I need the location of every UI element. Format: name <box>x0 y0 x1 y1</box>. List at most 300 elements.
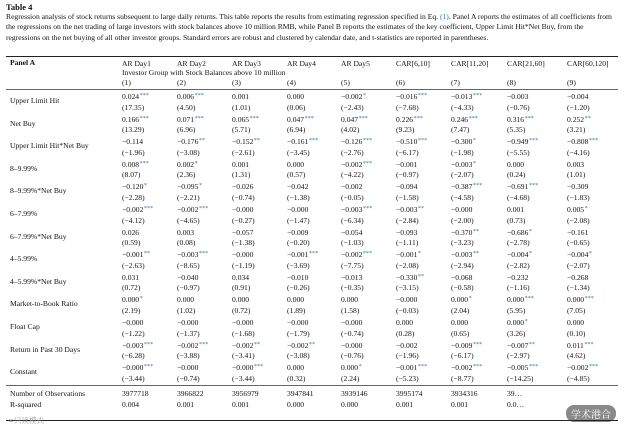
t-statistic-cell: (0.06) <box>287 102 306 112</box>
significance-stars: *** <box>468 114 478 122</box>
coefficient-cell <box>177 205 208 214</box>
coefficient-cell <box>567 341 594 350</box>
coefficient-cell <box>122 341 153 350</box>
coefficient-value: 0.047 <box>341 114 359 124</box>
significance-stars: *** <box>524 114 534 122</box>
coefficient-cell <box>287 318 309 327</box>
coefficient-value: −0.300 <box>451 137 473 147</box>
coefficient-value: 0.000 <box>396 318 414 327</box>
coefficient-cell <box>232 318 254 327</box>
coefficient-value: −0.004 <box>567 250 589 260</box>
coefficient-value: −0.000 <box>122 363 144 373</box>
coefficient-value: −0.002 <box>287 340 309 350</box>
t-statistic-cell: (4.50) <box>177 102 196 112</box>
coefficient-cell <box>177 137 205 146</box>
coefficient-value: −0.026 <box>232 182 254 192</box>
coefficient-value: −0.161 <box>287 137 309 147</box>
t-statistic-cell: (−0.74) <box>232 192 255 202</box>
coefficient-value: −0.002 <box>177 205 199 214</box>
t-statistic-cell: (−0.20) <box>287 238 310 248</box>
t-statistic-cell: (−0.97) <box>177 283 200 293</box>
t-statistic-cell: (0.72) <box>232 305 251 315</box>
coefficient-value: −0.004 <box>567 92 589 101</box>
coefficient-value: 0.000 <box>287 92 305 101</box>
coefficient-cell <box>177 115 204 124</box>
coefficient-value: −0.001 <box>396 250 418 260</box>
t-statistic-cell: (−7.68) <box>396 102 419 112</box>
coefficient-cell <box>122 115 149 124</box>
coefficient-cell <box>341 182 363 191</box>
coefficient-value: −0.000 <box>177 318 199 327</box>
coefficient-value: −0.003 <box>451 250 473 260</box>
coefficient-value: 0.000 <box>177 295 195 305</box>
row-label: 6–7.99% <box>10 209 38 218</box>
column-number: (5) <box>341 78 350 87</box>
t-statistic-cell: (−2.84) <box>396 215 419 225</box>
coefficient-value: −0.054 <box>341 227 363 237</box>
caption-text-after: . Panel A reports the estimates of all coefficients from the regressions on the net trading of large investors with stock balances above 10 million RMB, while Panel B reports the estimates of the key coefficient, Upper Limit Hit*Net Buy, from the regressions on the net buying of all other investor groups. Standard errors are robust and clustered by calendar date, and t-statistics are reported in parentheses. <box>6 12 612 42</box>
coefficient-value: −0.003 <box>507 92 529 101</box>
t-statistic-cell: (−2.08) <box>396 260 419 270</box>
t-statistic-cell: (2.24) <box>341 373 360 383</box>
t-statistic-cell: (−3.41) <box>232 351 255 361</box>
significance-stars: ** <box>253 340 261 348</box>
row-label: Constant <box>10 367 38 377</box>
significance-stars: * <box>472 159 476 167</box>
coefficient-cell <box>177 160 198 169</box>
coefficient-value: 0.166 <box>122 114 140 124</box>
t-statistic-cell: (1.89) <box>287 305 306 315</box>
significance-stars: * <box>143 182 147 190</box>
coefficient-cell <box>567 160 585 169</box>
t-statistic-cell: (7.47) <box>451 125 470 135</box>
column-header: CAR[60,120] <box>567 59 609 68</box>
coefficient-cell <box>287 137 318 146</box>
coefficient-cell <box>507 341 535 350</box>
footer-value: 3956979 <box>232 389 259 398</box>
footer-value: 3947841 <box>287 389 314 398</box>
significance-stars: ** <box>472 250 480 258</box>
coefficient-value: −0.000 <box>287 318 309 327</box>
coefficient-value: 0.000 <box>341 363 359 373</box>
coefficient-value: −0.010 <box>287 272 309 282</box>
t-statistic-cell: (2.36) <box>177 170 196 180</box>
footer-value: 0.004 <box>122 400 140 409</box>
t-statistic-cell: (−3.45) <box>287 147 310 157</box>
significance-stars: *** <box>143 340 154 348</box>
coefficient-cell <box>232 363 263 372</box>
coefficient-value: 0.000 <box>567 295 585 305</box>
coefficient-value: −0.120 <box>122 182 144 192</box>
coefficient-value: 0.065 <box>232 114 250 124</box>
coefficient-cell <box>122 273 140 282</box>
t-statistic-cell: (0.57) <box>287 170 306 180</box>
t-statistic-cell: (−3.69) <box>287 260 310 270</box>
coefficient-value: −0.003 <box>451 159 473 169</box>
column-header: AR Day1 <box>122 59 151 68</box>
t-statistic-cell: (−3.44) <box>122 373 145 383</box>
coefficient-value: −0.009 <box>287 227 309 237</box>
coefficient-value: 0.002 <box>177 159 195 169</box>
row-label: Upper Limit Hit*Net Buy <box>10 141 89 151</box>
t-statistic-cell: (−8.77) <box>451 373 474 383</box>
significance-stars: * <box>358 363 362 371</box>
t-statistic-cell: (−3.23) <box>451 238 474 248</box>
significance-stars: *** <box>304 114 314 122</box>
significance-stars: * <box>198 182 202 190</box>
t-statistic-cell: (5.71) <box>232 125 251 135</box>
t-statistic-cell: (13.29) <box>122 125 145 135</box>
caption-text-before: Regression analysis of stock returns subsequent to large daily returns. This table reports the results from estimating regression specified in Eq. <box>6 12 440 21</box>
coefficient-cell <box>567 228 589 237</box>
t-statistic-cell: (−6.17) <box>396 147 419 157</box>
coefficient-value: 0.003 <box>567 159 585 169</box>
coefficient-value: −0.000 <box>341 318 363 327</box>
coefficient-value: −0.004 <box>507 250 529 260</box>
coefficient-value: −0.000 <box>177 363 199 373</box>
coefficient-value: −0.095 <box>177 182 199 192</box>
coefficient-cell <box>122 160 149 169</box>
t-statistic-cell: (−0.03) <box>396 305 419 315</box>
t-statistic-cell: (−2.28) <box>122 192 145 202</box>
coefficient-value: 0.011 <box>567 340 584 350</box>
coefficient-cell <box>232 273 250 282</box>
coefficient-cell <box>396 160 418 169</box>
coefficient-cell <box>287 273 309 282</box>
t-statistic-cell: (3.21) <box>567 125 586 135</box>
t-statistic-cell: (−4.16) <box>567 147 590 157</box>
coefficient-cell <box>396 295 418 304</box>
coefficient-cell <box>396 341 418 350</box>
significance-stars: ** <box>417 205 425 212</box>
t-statistic-cell: (0.08) <box>177 238 196 248</box>
coefficient-value: −0.330 <box>396 272 418 282</box>
t-statistic-cell: (−4.85) <box>567 373 590 383</box>
coefficient-cell <box>567 250 592 259</box>
t-statistic-cell: (9.23) <box>396 125 415 135</box>
coefficient-value: −0.057 <box>232 227 254 237</box>
coefficient-cell <box>567 363 598 372</box>
significance-stars: * <box>524 318 528 325</box>
coefficient-value: 0.031 <box>122 272 140 282</box>
t-statistic-cell: (−5.55) <box>507 147 530 157</box>
t-statistic-cell: (−1.19) <box>232 260 255 270</box>
coefficient-cell <box>567 182 589 191</box>
row-label: 4–5.99% <box>10 254 38 264</box>
coefficient-value: −0.000 <box>232 318 254 327</box>
t-statistic-cell: (−2.82) <box>507 260 530 270</box>
t-statistic-cell: (7.05) <box>567 305 586 315</box>
coefficient-value: −0.949 <box>507 137 529 147</box>
footer-value: 0.001 <box>451 400 469 409</box>
significance-stars: *** <box>194 92 204 99</box>
coefficient-cell <box>451 137 476 146</box>
t-statistic-cell: (−6.34) <box>341 215 364 225</box>
coefficient-value: −0.268 <box>567 272 589 282</box>
coefficient-value: −0.093 <box>396 227 418 237</box>
coefficient-value: −0.003 <box>396 205 418 214</box>
row-label: Net Buy <box>10 118 36 128</box>
significance-stars: *** <box>472 363 483 371</box>
coefficient-value: −0.126 <box>341 137 363 147</box>
coefficient-cell <box>232 92 250 101</box>
coefficient-cell <box>451 205 473 214</box>
coefficient-value: 0.008 <box>122 159 140 169</box>
coefficient-cell <box>122 250 150 259</box>
coefficient-value: 0.252 <box>567 114 585 124</box>
significance-stars: ** <box>198 137 206 145</box>
coefficient-value: 0.000 <box>507 159 525 169</box>
coefficient-cell <box>396 115 423 124</box>
t-statistic-cell: (−4.58) <box>451 192 474 202</box>
footer-value: 3966822 <box>177 389 204 398</box>
coefficient-value: 0.047 <box>287 114 305 124</box>
coefficient-value: −0.002 <box>122 205 144 214</box>
t-statistic-cell: (−1.37) <box>177 328 200 338</box>
coefficient-value: −0.000 <box>232 363 254 373</box>
column-header: CAR[6,10] <box>396 59 430 68</box>
coefficient-cell <box>396 228 418 237</box>
significance-stars: ** <box>417 272 425 280</box>
coefficient-cell <box>287 160 305 169</box>
t-statistic-cell: (−7.75) <box>341 260 364 270</box>
coefficient-value: 0.000 <box>451 318 469 327</box>
coefficient-value: −0.094 <box>396 182 418 192</box>
significance-stars: *** <box>362 159 373 167</box>
t-statistic-cell: (−2.07) <box>451 170 474 180</box>
coefficient-value: −0.016 <box>396 92 418 101</box>
t-statistic-cell: (−4.33) <box>451 102 474 112</box>
t-statistic-cell: (6.94) <box>287 125 306 135</box>
coefficient-cell <box>232 137 260 146</box>
coefficient-cell <box>287 205 309 214</box>
t-statistic-cell: (−0.65) <box>567 238 590 248</box>
coefficient-value: 0.246 <box>451 114 469 124</box>
coefficient-cell <box>451 115 478 124</box>
coefficient-value: −0.002 <box>177 340 199 350</box>
row-label: 4–5.99%*Net Buy <box>10 276 67 286</box>
t-statistic-cell: (0.28) <box>396 328 415 338</box>
t-statistic-cell: (−2.00) <box>451 215 474 225</box>
t-statistic-cell: (−2.97) <box>507 351 530 361</box>
coefficient-cell <box>122 137 144 146</box>
significance-stars: * <box>584 205 588 212</box>
coefficient-cell <box>396 250 421 259</box>
coefficient-value: −0.013 <box>451 92 473 101</box>
t-statistic-cell: (−0.35) <box>341 283 364 293</box>
coefficient-value: 0.003 <box>177 227 195 237</box>
t-statistic-cell: (2.04) <box>451 305 470 315</box>
row-label: Float Cap <box>10 322 40 331</box>
coefficient-cell <box>177 363 199 372</box>
t-statistic-cell: (−6.28) <box>122 351 145 361</box>
t-statistic-cell: (−3.15) <box>396 283 419 293</box>
column-header: AR Day4 <box>287 59 316 68</box>
coefficient-value: 0.316 <box>507 114 525 124</box>
coefficient-cell <box>287 92 305 101</box>
coefficient-value: 0.000 <box>451 295 469 305</box>
t-statistic-cell: (−4.65) <box>177 215 200 225</box>
coefficient-value: −0.161 <box>567 227 589 237</box>
row-label: Return in Past 30 Days <box>10 344 81 354</box>
footer-top-rule <box>6 385 618 386</box>
column-number: (3) <box>232 78 241 87</box>
t-statistic-cell: (−4.68) <box>507 192 530 202</box>
row-label: Market-to-Book Ratio <box>10 299 78 309</box>
significance-stars: ** <box>584 114 591 122</box>
t-statistic-cell: (0.65) <box>451 328 470 338</box>
coefficient-value: −0.002 <box>567 363 589 373</box>
t-statistic-cell: (1.58) <box>341 305 360 315</box>
coefficient-cell <box>177 182 202 191</box>
coefficient-cell <box>122 182 147 191</box>
coefficient-value: −0.000 <box>287 205 309 214</box>
coefficient-value: 0.006 <box>177 92 195 101</box>
t-statistic-cell: (−5.23) <box>396 373 419 383</box>
coefficient-value: 0.026 <box>122 227 140 237</box>
t-statistic-cell: (−3.44) <box>232 373 255 383</box>
coefficient-cell <box>177 250 208 259</box>
coefficient-value: −0.002 <box>232 340 254 350</box>
t-statistic-cell: (−3.88) <box>177 351 200 361</box>
t-statistic-cell: (8.07) <box>122 170 141 180</box>
t-statistic-cell: (0.32) <box>287 373 306 383</box>
coefficient-cell <box>177 273 199 282</box>
footer-value: 3934316 <box>451 389 478 398</box>
significance-stars: *** <box>362 137 373 145</box>
t-statistic-cell: (−2.63) <box>122 260 145 270</box>
t-statistic-cell: (−0.76) <box>341 351 364 361</box>
coefficient-cell <box>451 92 482 101</box>
significance-stars: ** <box>253 137 261 145</box>
coefficient-cell <box>451 273 473 282</box>
coefficient-value: −0.686 <box>507 227 529 237</box>
coefficient-value: 0.226 <box>396 114 414 124</box>
coefficient-cell <box>567 318 585 327</box>
coefficient-cell <box>451 318 469 327</box>
t-statistic-cell: (−1.03) <box>341 238 364 248</box>
t-statistic-cell: (−1.96) <box>122 147 145 157</box>
footer-label: Number of Observations <box>10 389 86 398</box>
coefficient-value: 0.000 <box>341 295 359 305</box>
significance-stars: *** <box>198 250 209 258</box>
t-statistic-cell: (−1.79) <box>287 328 310 338</box>
coefficient-value: 0.001 <box>507 205 525 214</box>
coefficient-value: 0.000 <box>287 159 305 169</box>
t-statistic-cell: (0.59) <box>122 238 141 248</box>
t-statistic-cell: (2.19) <box>122 305 141 315</box>
coefficient-value: −0.042 <box>287 182 309 192</box>
significance-stars: *** <box>249 114 259 122</box>
coefficient-value: 0.000 <box>287 295 305 305</box>
significance-stars: * <box>194 159 198 167</box>
column-header: CAR[21,60] <box>507 59 545 68</box>
significance-stars: *** <box>362 205 373 212</box>
coefficient-cell <box>507 363 538 372</box>
coefficient-value: −0.000 <box>396 295 418 305</box>
t-statistic-cell: (5.35) <box>507 125 526 135</box>
column-number: (6) <box>396 78 405 87</box>
coefficient-value: −0.510 <box>396 137 418 147</box>
coefficient-cell <box>507 250 532 259</box>
coefficient-value: 0.071 <box>177 114 195 124</box>
coefficient-cell <box>567 295 594 304</box>
coefficient-cell <box>507 273 529 282</box>
coefficient-cell <box>507 318 528 327</box>
t-statistic-cell: (−1.34) <box>567 283 590 293</box>
coefficient-value: −0.040 <box>177 272 199 282</box>
coefficient-value: −0.001 <box>396 363 418 373</box>
t-statistic-cell: (1.02) <box>177 305 196 315</box>
coefficient-cell <box>507 295 534 304</box>
coefficient-value: 0.000 <box>287 363 305 373</box>
footer-value: 3977718 <box>122 389 149 398</box>
coefficient-cell <box>232 205 254 214</box>
coefficient-cell <box>567 92 589 101</box>
coefficient-cell <box>451 228 479 237</box>
coefficient-cell <box>507 115 534 124</box>
significance-stars: *** <box>528 363 539 371</box>
significance-stars: * <box>588 250 592 258</box>
table-top-rule <box>6 56 618 57</box>
significance-stars: *** <box>528 137 539 145</box>
coefficient-cell <box>396 137 427 146</box>
coefficient-value: 0.000 <box>507 318 525 327</box>
t-statistic-cell: (−1.22) <box>122 328 145 338</box>
header-bottom-rule <box>6 89 618 90</box>
t-statistic-cell: (−0.58) <box>451 283 474 293</box>
panel-label: Panel A <box>10 58 36 67</box>
footer-value: 3995174 <box>396 389 423 398</box>
significance-stars: *** <box>308 250 319 258</box>
t-statistic-cell: (−4.12) <box>122 215 145 225</box>
coefficient-value: −0.000 <box>232 205 254 214</box>
coefficient-value: −0.114 <box>122 137 144 147</box>
coefficient-value: −0.176 <box>177 137 199 147</box>
t-statistic-cell: (1.01) <box>567 170 586 180</box>
column-subheader: Investor Group with Stock Balances above 10 million <box>122 68 286 77</box>
coefficient-cell <box>287 363 305 372</box>
coefficient-cell <box>451 363 482 372</box>
coefficient-value: −0.003 <box>341 205 363 214</box>
significance-stars: *** <box>584 295 594 303</box>
table-title: Table 4 <box>6 2 33 12</box>
t-statistic-cell: (−1.58) <box>396 192 419 202</box>
significance-stars: *** <box>139 114 149 122</box>
coefficient-cell <box>341 137 372 146</box>
coefficient-cell <box>122 228 140 237</box>
t-statistic-cell: (17.35) <box>122 102 145 112</box>
coefficient-cell <box>177 295 195 304</box>
significance-stars: *** <box>472 182 483 190</box>
t-statistic-cell: (0.24) <box>507 170 526 180</box>
significance-stars: ** <box>528 340 536 348</box>
column-number: (7) <box>451 78 460 87</box>
t-statistic-cell: (−3.08) <box>177 147 200 157</box>
t-statistic-cell: (4.62) <box>567 351 586 361</box>
coefficient-value: −0.387 <box>451 182 473 192</box>
equation-reference-link[interactable]: (1) <box>439 12 449 21</box>
footer-value: 0.000 <box>341 400 359 409</box>
significance-stars: *** <box>139 92 149 99</box>
significance-stars: *** <box>362 250 373 258</box>
coefficient-cell <box>177 92 204 101</box>
coefficient-cell <box>341 92 366 101</box>
t-statistic-cell: (−1.68) <box>232 328 255 338</box>
t-statistic-cell: (−3.08) <box>287 351 310 361</box>
t-statistic-cell: (−2.61) <box>232 147 255 157</box>
coefficient-cell <box>122 92 149 101</box>
